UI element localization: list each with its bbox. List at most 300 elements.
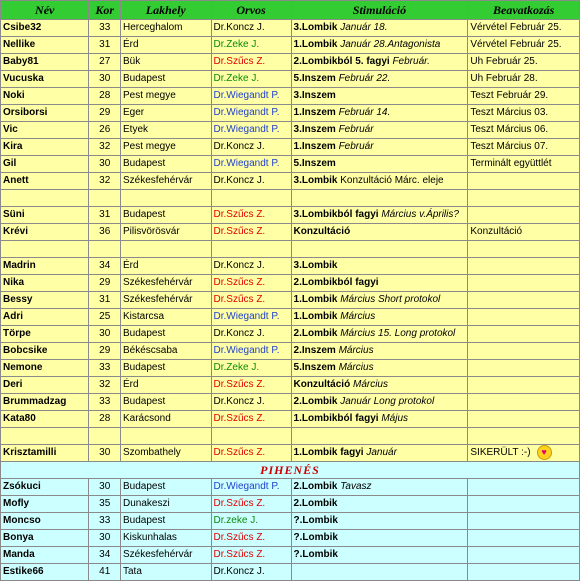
doctor-text: Dr.Zeke J. <box>213 73 260 84</box>
name-text: Nemone <box>3 362 43 373</box>
doctor-cell[interactable] <box>211 54 291 71</box>
doctor-text: Dr.Szűcs Z. <box>213 498 266 510</box>
doctor-cell[interactable] <box>211 207 291 224</box>
table-row <box>1 275 580 292</box>
city-text: Etyek <box>123 124 149 135</box>
age-text: 29 <box>99 345 111 356</box>
city-cell[interactable] <box>121 496 212 513</box>
age-cell[interactable] <box>89 173 121 190</box>
name-cell[interactable] <box>1 394 89 411</box>
name-cell[interactable] <box>1 139 89 156</box>
doctor-cell[interactable] <box>211 360 291 377</box>
empty-cell[interactable] <box>468 241 580 258</box>
name-cell[interactable] <box>1 326 89 343</box>
name-cell[interactable] <box>1 105 89 122</box>
city-cell[interactable] <box>121 54 212 71</box>
doctor-text: Dr.Wiegandt P. <box>213 481 280 493</box>
doctor-cell[interactable] <box>211 377 291 394</box>
city-text: Budapest <box>123 362 166 373</box>
procedure-cell[interactable] <box>468 173 580 190</box>
procedure-cell[interactable] <box>468 88 580 105</box>
city-cell[interactable] <box>121 173 212 190</box>
header-name: Név <box>1 1 89 20</box>
name-cell[interactable] <box>1 207 89 224</box>
empty-cell[interactable] <box>89 241 121 258</box>
city-cell[interactable] <box>121 207 212 224</box>
name-cell[interactable] <box>1 292 89 309</box>
city-text: Békéscsaba <box>123 345 178 356</box>
doctor-cell[interactable] <box>211 88 291 105</box>
procedure-cell[interactable] <box>468 564 580 581</box>
age-cell[interactable] <box>89 377 121 394</box>
name-text: Adri <box>3 311 23 322</box>
stimulation-cell[interactable] <box>291 139 468 156</box>
name-text: Baby81 <box>3 56 39 67</box>
doctor-cell[interactable] <box>211 105 291 122</box>
age-cell[interactable] <box>89 88 121 105</box>
stimulation-cell[interactable] <box>291 394 468 411</box>
city-cell[interactable] <box>121 224 212 241</box>
doctor-text: Dr.Szűcs Z. <box>213 277 266 288</box>
city-cell[interactable] <box>121 37 212 54</box>
age-cell[interactable] <box>89 71 121 88</box>
stimulation-cell[interactable] <box>291 224 468 241</box>
city-cell[interactable] <box>121 88 212 105</box>
name-cell[interactable] <box>1 156 89 173</box>
doctor-cell[interactable] <box>211 564 291 581</box>
procedure-cell[interactable] <box>468 54 580 71</box>
age-cell[interactable] <box>89 139 121 156</box>
procedure-cell[interactable] <box>468 343 580 360</box>
stimulation-cell[interactable] <box>291 377 468 394</box>
age-text: 30 <box>99 532 111 544</box>
name-cell[interactable] <box>1 513 89 530</box>
age-text: 33 <box>99 22 111 33</box>
doctor-cell[interactable] <box>211 258 291 275</box>
city-cell[interactable] <box>121 105 212 122</box>
stimulation-note: Február <box>338 141 374 152</box>
city-text: Székesfehérvár <box>123 294 193 305</box>
name-text: Kira <box>3 141 23 152</box>
header-age: Kor <box>89 1 121 20</box>
age-cell[interactable] <box>89 156 121 173</box>
empty-cell[interactable] <box>89 190 121 207</box>
stimulation-cell[interactable] <box>291 343 468 360</box>
procedure-text: Teszt Február 29. <box>470 90 549 101</box>
age-cell[interactable] <box>89 479 121 496</box>
procedure-cell[interactable] <box>468 156 580 173</box>
doctor-text: Dr.zeke J. <box>213 515 258 527</box>
doctor-cell[interactable] <box>211 20 291 37</box>
empty-cell[interactable] <box>121 241 212 258</box>
city-text: Székesfehérvár <box>123 175 193 186</box>
header-procedure: Beavatkozás <box>468 1 580 20</box>
name-text: Krisztamilli <box>3 447 57 459</box>
name-cell[interactable] <box>1 258 89 275</box>
doctor-cell[interactable] <box>211 547 291 564</box>
empty-cell[interactable] <box>121 190 212 207</box>
doctor-text: Dr.Wiegandt P. <box>213 345 280 356</box>
table-row <box>1 88 580 105</box>
doctor-cell[interactable] <box>211 530 291 547</box>
city-text: Budapest <box>123 73 166 84</box>
stimulation-cell[interactable] <box>291 496 468 513</box>
stimulation-cell[interactable] <box>291 173 468 190</box>
stimulation-cell[interactable] <box>291 258 468 275</box>
procedure-cell[interactable] <box>468 513 580 530</box>
doctor-text: Dr.Koncz J. <box>213 396 265 407</box>
city-text: Érd <box>123 260 139 271</box>
age-text: 32 <box>99 141 111 152</box>
city-cell[interactable] <box>121 445 212 462</box>
procedure-cell[interactable] <box>468 496 580 513</box>
doctor-text: Dr.Koncz J. <box>213 22 265 33</box>
city-text: Karácsond <box>123 413 171 424</box>
city-cell[interactable] <box>121 258 212 275</box>
doctor-cell[interactable] <box>211 139 291 156</box>
table-row <box>1 207 580 224</box>
stimulation-note: Konzultáció Márc. eleje <box>340 175 444 186</box>
procedure-cell[interactable] <box>468 445 580 462</box>
city-cell[interactable] <box>121 530 212 547</box>
city-cell[interactable] <box>121 377 212 394</box>
age-cell[interactable] <box>89 258 121 275</box>
doctor-cell[interactable] <box>211 275 291 292</box>
empty-cell[interactable] <box>89 428 121 445</box>
procedure-text: Uh Február 28. <box>470 73 538 84</box>
procedure-cell[interactable] <box>468 224 580 241</box>
age-cell[interactable] <box>89 54 121 71</box>
procedure-cell[interactable] <box>468 411 580 428</box>
age-cell[interactable] <box>89 309 121 326</box>
stimulation-cell[interactable] <box>291 20 468 37</box>
name-cell[interactable] <box>1 309 89 326</box>
empty-cell[interactable] <box>291 428 468 445</box>
stimulation-main: 2.Lombik <box>293 328 338 339</box>
stimulation-note: Február 22. <box>338 73 391 84</box>
stimulation-cell[interactable] <box>291 156 468 173</box>
city-cell[interactable] <box>121 156 212 173</box>
name-cell[interactable] <box>1 71 89 88</box>
name-cell[interactable] <box>1 122 89 139</box>
doctor-cell[interactable] <box>211 479 291 496</box>
stimulation-cell[interactable] <box>291 411 468 428</box>
name-cell[interactable] <box>1 88 89 105</box>
city-text: Herceghalom <box>123 22 183 33</box>
stimulation-note: Február <box>338 124 374 135</box>
stimulation-cell[interactable] <box>291 292 468 309</box>
age-text: 31 <box>99 209 111 220</box>
name-cell[interactable] <box>1 547 89 564</box>
stimulation-note: Március <box>340 311 376 322</box>
city-cell[interactable] <box>121 309 212 326</box>
header-row <box>1 1 580 20</box>
doctor-cell[interactable] <box>211 513 291 530</box>
stimulation-cell[interactable] <box>291 54 468 71</box>
name-text: Nellike <box>3 39 36 50</box>
stimulation-cell[interactable] <box>291 530 468 547</box>
age-text: 34 <box>99 549 111 561</box>
age-cell[interactable] <box>89 207 121 224</box>
age-cell[interactable] <box>89 275 121 292</box>
age-cell[interactable] <box>89 564 121 581</box>
procedure-cell[interactable] <box>468 258 580 275</box>
age-cell[interactable] <box>89 547 121 564</box>
stimulation-cell[interactable] <box>291 37 468 54</box>
stimulation-main: 2.Lombik <box>293 396 338 407</box>
doctor-cell[interactable] <box>211 445 291 462</box>
city-cell[interactable] <box>121 122 212 139</box>
name-text: Zsókuci <box>3 481 41 493</box>
procedure-cell[interactable] <box>468 139 580 156</box>
doctor-cell[interactable] <box>211 411 291 428</box>
table-row <box>1 224 580 241</box>
empty-cell[interactable] <box>291 241 468 258</box>
stimulation-main: 1.Lombik <box>293 294 338 305</box>
name-text: Anett <box>3 175 29 186</box>
section-title: PIHENÉS <box>1 462 580 479</box>
stimulation-cell[interactable] <box>291 513 468 530</box>
age-text: 30 <box>99 158 111 169</box>
name-cell[interactable] <box>1 479 89 496</box>
age-text: 29 <box>99 107 111 118</box>
header-doctor: Orvos <box>211 1 291 20</box>
table-row <box>1 105 580 122</box>
stimulation-cell[interactable] <box>291 309 468 326</box>
name-text: Nika <box>3 277 25 288</box>
age-cell[interactable] <box>89 326 121 343</box>
procedure-text: Teszt Március 06. <box>470 124 549 135</box>
stimulation-cell[interactable] <box>291 479 468 496</box>
stimulation-main: 1.Inszem <box>293 141 336 152</box>
city-text: Budapest <box>123 481 166 493</box>
age-cell[interactable] <box>89 394 121 411</box>
name-cell[interactable] <box>1 275 89 292</box>
doctor-text: Dr.Koncz J. <box>213 328 265 339</box>
name-text: Mofly <box>3 498 30 510</box>
procedure-cell[interactable] <box>468 207 580 224</box>
stimulation-cell[interactable] <box>291 88 468 105</box>
stimulation-main: 1.Lombik <box>293 311 338 322</box>
name-cell[interactable] <box>1 411 89 428</box>
procedure-cell[interactable] <box>468 360 580 377</box>
city-text: Kistarcsa <box>123 311 165 322</box>
city-cell[interactable] <box>121 71 212 88</box>
city-cell[interactable] <box>121 411 212 428</box>
age-text: 31 <box>99 294 111 305</box>
name-text: Törpe <box>3 328 31 339</box>
stimulation-note: Január 28.Antagonista <box>340 39 441 50</box>
name-text: Vic <box>3 124 18 135</box>
table-row <box>1 156 580 173</box>
rest-section <box>1 462 580 479</box>
procedure-cell[interactable] <box>468 292 580 309</box>
age-text: 30 <box>99 328 111 339</box>
city-cell[interactable] <box>121 479 212 496</box>
empty-cell[interactable] <box>291 190 468 207</box>
doctor-text: Dr.Koncz J. <box>213 260 265 271</box>
doctor-text: Dr.Wiegandt P. <box>213 107 280 118</box>
stimulation-cell[interactable] <box>291 275 468 292</box>
city-cell[interactable] <box>121 292 212 309</box>
name-text: Noki <box>3 90 25 101</box>
name-cell[interactable] <box>1 37 89 54</box>
doctor-cell[interactable] <box>211 37 291 54</box>
age-text: 28 <box>99 413 111 424</box>
city-text: Szombathely <box>123 447 181 459</box>
city-cell[interactable] <box>121 564 212 581</box>
doctor-cell[interactable] <box>211 71 291 88</box>
city-cell[interactable] <box>121 547 212 564</box>
stimulation-note: Március Short protokol <box>340 294 441 305</box>
empty-cell[interactable] <box>121 428 212 445</box>
age-cell[interactable] <box>89 122 121 139</box>
name-cell[interactable] <box>1 20 89 37</box>
empty-cell[interactable] <box>211 428 291 445</box>
doctor-cell[interactable] <box>211 309 291 326</box>
procedure-cell[interactable] <box>468 326 580 343</box>
stimulation-cell[interactable] <box>291 445 468 462</box>
empty-cell[interactable] <box>211 190 291 207</box>
stimulation-main: 5.Inszem <box>293 158 336 169</box>
city-cell[interactable] <box>121 513 212 530</box>
stimulation-cell[interactable] <box>291 564 468 581</box>
stimulation-cell[interactable] <box>291 71 468 88</box>
doctor-cell[interactable] <box>211 496 291 513</box>
stimulation-cell[interactable] <box>291 105 468 122</box>
stimulation-note: Január <box>366 447 397 459</box>
empty-cell[interactable] <box>211 241 291 258</box>
age-cell[interactable] <box>89 530 121 547</box>
age-cell[interactable] <box>89 496 121 513</box>
procedure-cell[interactable] <box>468 479 580 496</box>
name-text: Gil <box>3 158 17 169</box>
doctor-cell[interactable] <box>211 122 291 139</box>
city-cell[interactable] <box>121 139 212 156</box>
stimulation-cell[interactable] <box>291 122 468 139</box>
doctor-cell[interactable] <box>211 173 291 190</box>
stimulation-cell[interactable] <box>291 360 468 377</box>
age-cell[interactable] <box>89 20 121 37</box>
stimulation-main: 2.Lombikból 5. fagyi <box>293 56 390 67</box>
name-text: Manda <box>3 549 35 561</box>
procedure-cell[interactable] <box>468 275 580 292</box>
doctor-cell[interactable] <box>211 394 291 411</box>
name-cell[interactable] <box>1 343 89 360</box>
age-cell[interactable] <box>89 445 121 462</box>
doctor-text: Dr.Zeke J. <box>213 362 260 373</box>
doctor-text: Dr.Szűcs Z. <box>213 549 266 561</box>
stimulation-note: Március v.Április? <box>381 209 459 220</box>
active-rows <box>1 20 580 462</box>
age-text: 30 <box>99 481 111 493</box>
procedure-cell[interactable] <box>468 309 580 326</box>
city-cell[interactable] <box>121 360 212 377</box>
doctor-text: Dr.Wiegandt P. <box>213 311 280 322</box>
procedure-cell[interactable] <box>468 377 580 394</box>
stimulation-main: ?.Lombik <box>293 549 338 561</box>
age-cell[interactable] <box>89 411 121 428</box>
doctor-text: Dr.Szűcs Z. <box>213 532 266 544</box>
empty-cell[interactable] <box>1 190 89 207</box>
age-cell[interactable] <box>89 224 121 241</box>
age-cell[interactable] <box>89 292 121 309</box>
stimulation-cell[interactable] <box>291 547 468 564</box>
name-cell[interactable] <box>1 224 89 241</box>
stimulation-cell[interactable] <box>291 326 468 343</box>
procedure-text: Uh Február 25. <box>470 56 538 67</box>
city-text: Pest megye <box>123 90 176 101</box>
name-cell[interactable] <box>1 173 89 190</box>
age-cell[interactable] <box>89 360 121 377</box>
procedure-cell[interactable] <box>468 394 580 411</box>
name-cell[interactable] <box>1 377 89 394</box>
name-cell[interactable] <box>1 496 89 513</box>
city-cell[interactable] <box>121 343 212 360</box>
name-text: Deri <box>3 379 23 390</box>
doctor-cell[interactable] <box>211 224 291 241</box>
doctor-cell[interactable] <box>211 156 291 173</box>
age-cell[interactable] <box>89 105 121 122</box>
name-cell[interactable] <box>1 564 89 581</box>
stimulation-main: 1.Lombik <box>293 39 338 50</box>
empty-cell[interactable] <box>468 190 580 207</box>
age-text: 33 <box>99 362 111 373</box>
table-row <box>1 292 580 309</box>
doctor-cell[interactable] <box>211 292 291 309</box>
name-cell[interactable] <box>1 54 89 71</box>
stimulation-note: Február. <box>392 56 430 67</box>
stimulation-main: 3.Lombik <box>293 175 338 186</box>
doctor-text: Dr.Koncz J. <box>213 566 265 578</box>
doctor-cell[interactable] <box>211 343 291 360</box>
name-cell[interactable] <box>1 445 89 462</box>
stimulation-main: 5.Inszem <box>293 362 336 373</box>
stimulation-main: 2.Inszem <box>293 345 336 356</box>
doctor-cell[interactable] <box>211 326 291 343</box>
age-cell[interactable] <box>89 513 121 530</box>
empty-cell[interactable] <box>1 428 89 445</box>
city-cell[interactable] <box>121 275 212 292</box>
procedure-cell[interactable] <box>468 530 580 547</box>
city-cell[interactable] <box>121 20 212 37</box>
age-cell[interactable] <box>89 343 121 360</box>
name-cell[interactable] <box>1 530 89 547</box>
header-city: Lakhely <box>121 1 212 20</box>
table-row <box>1 394 580 411</box>
procedure-cell[interactable] <box>468 105 580 122</box>
city-text: Tata <box>123 566 142 578</box>
age-cell[interactable] <box>89 37 121 54</box>
empty-cell[interactable] <box>468 428 580 445</box>
city-text: Érd <box>123 39 139 50</box>
procedure-cell[interactable] <box>468 122 580 139</box>
empty-cell[interactable] <box>1 241 89 258</box>
city-cell[interactable] <box>121 394 212 411</box>
procedure-cell[interactable] <box>468 71 580 88</box>
stimulation-main: 3.Lombikból fagyi <box>293 209 379 220</box>
procedure-cell[interactable] <box>468 547 580 564</box>
stimulation-cell[interactable] <box>291 207 468 224</box>
city-cell[interactable] <box>121 326 212 343</box>
procedure-cell[interactable] <box>468 20 580 37</box>
city-text: Székesfehérvár <box>123 549 193 561</box>
stimulation-main: 3.Inszem <box>293 124 336 135</box>
age-text: 25 <box>99 311 111 322</box>
procedure-cell[interactable] <box>468 37 580 54</box>
name-cell[interactable] <box>1 360 89 377</box>
age-text: 28 <box>99 90 111 101</box>
